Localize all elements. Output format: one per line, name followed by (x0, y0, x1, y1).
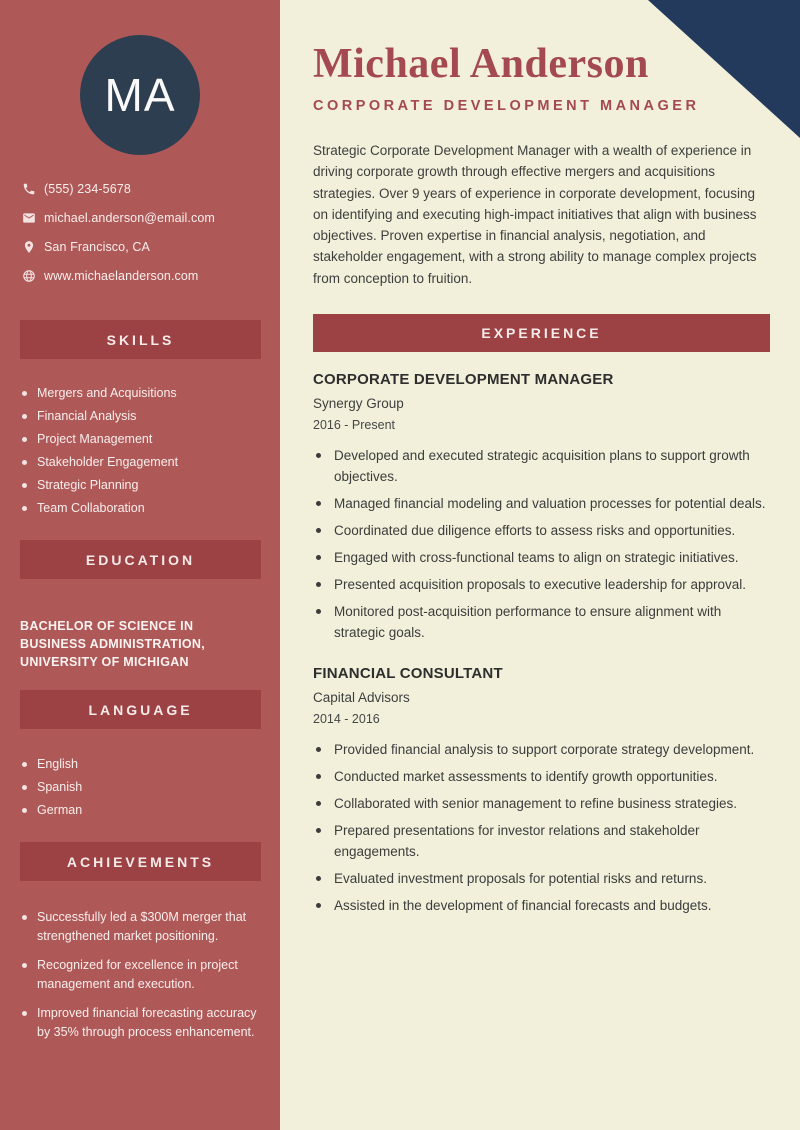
job-title: CORPORATE DEVELOPMENT MANAGER (313, 371, 614, 389)
list-item: Improved financial forecasting accuracy by 35% through process enhancement. (20, 1004, 260, 1041)
list-item: Team Collaboration (20, 500, 260, 516)
person-job-title: CORPORATE DEVELOPMENT MANAGER (313, 98, 700, 114)
job-bullet: Managed financial modeling and valuation processes for potential deals. (313, 493, 770, 514)
education-header (20, 540, 261, 579)
contact-row-location (22, 232, 262, 261)
list-item: German (20, 802, 260, 818)
job-bullet: Evaluated investment proposals for potential risks and returns. (313, 868, 770, 889)
avatar-initials: MA (104, 69, 176, 121)
job-bullet: Developed and executed strategic acquisition plans to support growth objectives. (313, 445, 770, 487)
education-section (0, 540, 280, 671)
profile-summary: Strategic Corporate Development Manager with a wealth of experience in driving corporate growth through effective mergers and acquisitions strategies. Over 9 years of experience in corporate development, focusing on identifying and executing high-impact initiatives that align with business objectives. Proven expertise in financial analysis, negotiation, and stakeholder engagement, with a strong ability to manage complex projects from conception to fruition. (313, 143, 757, 286)
achievements-header (20, 842, 261, 881)
language-header (20, 690, 261, 729)
job-company: Synergy Group (313, 396, 404, 412)
location-text: San Francisco, CA (44, 239, 150, 254)
achievements-header-label: ACHIEVEMENTS (66, 853, 215, 870)
job-bullet: Collaborated with senior management to refine business strategies. (313, 793, 770, 814)
experience-header-label: EXPERIENCE (481, 325, 602, 342)
list-item: Stakeholder Engagement (20, 454, 260, 470)
job-title: FINANCIAL CONSULTANT (313, 665, 503, 683)
contact-row-website (22, 261, 262, 290)
job-entry (313, 371, 770, 643)
list-item: Spanish (20, 779, 260, 795)
job-bullet: Monitored post-acquisition performance to ensure alignment with strategic goals. (313, 601, 770, 643)
language-header-label: LANGUAGE (88, 701, 193, 718)
email-address: michael.anderson@email.com (44, 210, 215, 225)
achievements-list (20, 908, 260, 1041)
job-bullet: Assisted in the development of financial forecasts and budgets. (313, 895, 770, 916)
job-dates: 2014 - 2016 (313, 712, 380, 727)
education-degree: BACHELOR OF SCIENCE IN BUSINESS ADMINISTRATION, UNIVERSITY OF MICHIGAN (20, 619, 205, 669)
job-bullet: Engaged with cross-functional teams to align on strategic initiatives. (313, 547, 770, 568)
job-bullet: Prepared presentations for investor relations and stakeholder engagements. (313, 820, 770, 862)
job-bullet: Presented acquisition proposals to executive leadership for approval. (313, 574, 770, 595)
contact-info (22, 174, 262, 290)
language-list (20, 756, 260, 818)
avatar (80, 35, 200, 155)
list-item: English (20, 756, 260, 772)
job-bullet-list (313, 739, 770, 916)
job-company: Capital Advisors (313, 690, 410, 706)
experience-header (313, 314, 770, 352)
main-content (280, 0, 800, 1130)
phone-number: (555) 234-5678 (44, 181, 131, 196)
contact-row-phone (22, 174, 262, 203)
phone-icon (22, 182, 36, 196)
skills-section (0, 320, 280, 523)
globe-icon (22, 269, 36, 283)
person-name: Michael Anderson (313, 41, 649, 87)
skills-header-label: SKILLS (106, 331, 175, 348)
list-item: Successfully led a $300M merger that strengthened market positioning. (20, 908, 260, 945)
website-url: www.michaelanderson.com (44, 268, 199, 283)
sidebar (0, 0, 280, 1130)
contact-row-email (22, 203, 262, 232)
job-dates: 2016 - Present (313, 418, 395, 433)
skills-header (20, 320, 261, 359)
education-header-label: EDUCATION (85, 551, 196, 568)
job-bullet-list (313, 445, 770, 643)
job-entry (313, 665, 770, 916)
achievements-section (0, 842, 280, 1052)
list-item: Mergers and Acquisitions (20, 385, 260, 401)
list-item: Recognized for excellence in project management and execution. (20, 956, 260, 993)
email-icon (22, 211, 36, 225)
location-pin-icon (22, 240, 36, 254)
list-item: Financial Analysis (20, 408, 260, 424)
job-bullet: Conducted market assessments to identify growth opportunities. (313, 766, 770, 787)
language-section (0, 690, 280, 825)
list-item: Project Management (20, 431, 260, 447)
list-item: Strategic Planning (20, 477, 260, 493)
skills-list (20, 385, 260, 516)
job-bullet: Provided financial analysis to support corporate strategy development. (313, 739, 770, 760)
job-bullet: Coordinated due diligence efforts to assess risks and opportunities. (313, 520, 770, 541)
